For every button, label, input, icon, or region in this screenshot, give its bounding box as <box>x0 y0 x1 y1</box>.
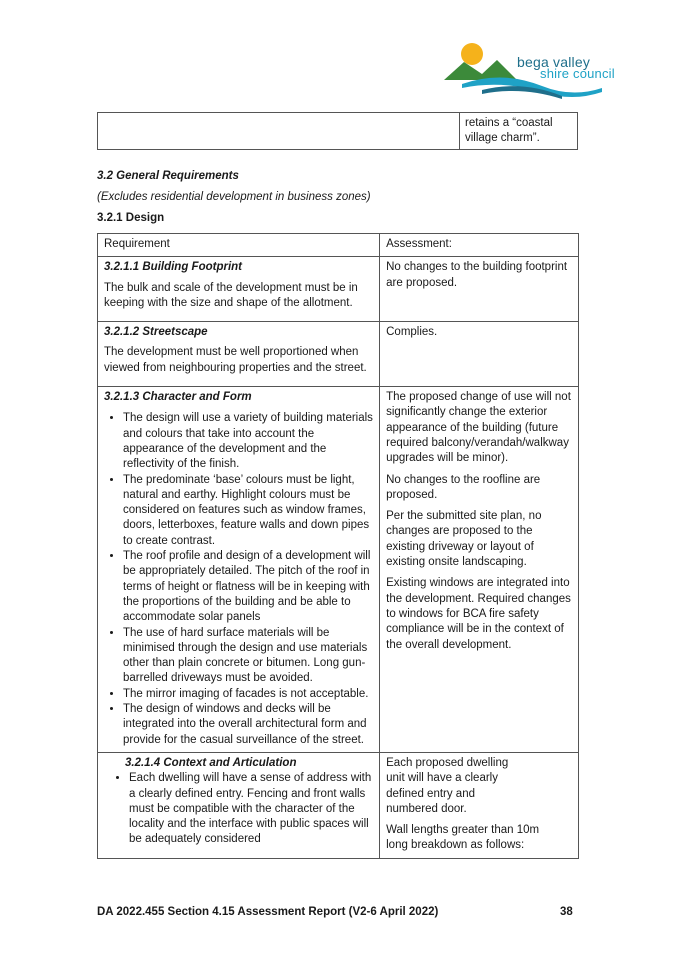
design-requirements-table <box>97 233 579 859</box>
list-item: • The design will use a variety of building materials and colours that take into account the appearance of the development and the reflectivity of the finish. <box>123 411 373 472</box>
previous-table-cell: retains a “coastal village charm”. <box>459 113 580 149</box>
previous-table-fragment <box>97 112 578 150</box>
list-item: • The use of hard surface materials will be minimised through the design and use materials other than plain concrete or bitumen. Long gun-barrelled driveways must be avoided. <box>123 626 373 687</box>
subsection-title: 3.2.1 Design <box>97 212 165 224</box>
list-item: • The predominate ‘base’ colours must be light, natural and earthy. Highlight colours must be considered on features such as window frames, doors, letterboxes, feature walls and down pipes to create contrast. <box>123 473 373 549</box>
table-header-row <box>98 234 579 257</box>
requirement-list <box>104 411 373 748</box>
header-assessment: Assessment: <box>380 234 579 257</box>
header-requirement: Requirement <box>98 234 380 257</box>
page-number: 38 <box>560 906 573 918</box>
row-assessment: Per the submitted site plan, no changes are proposed to the existing driveway or layout of existing onsite landscaping. <box>386 510 542 569</box>
row-heading: 3.2.1.3 Character and Form <box>104 391 252 404</box>
row-heading: 3.2.1.2 Streetscape <box>104 326 208 339</box>
list-item: • Each dwelling will have a sense of address with a clearly defined entry. Fencing and front walls must be compatible with the character of the locality and the interface with public spaces will be adequately considered <box>129 771 373 847</box>
table-row <box>98 752 579 858</box>
logo-text-line2: shire council <box>540 66 615 81</box>
requirement-list <box>104 771 373 847</box>
row-requirement: The development must be well proportioned when viewed from neighbouring properties and the street. <box>104 346 367 374</box>
row-heading: 3.2.1.1 Building Footprint <box>104 261 242 274</box>
row-assessment: The proposed change of use will not significantly change the exterior appearance of the building (future required balcony/verandah/walkway upgrades will be minor). <box>386 391 571 465</box>
list-item: • The design of windows and decks will be integrated into the overall architectural form and provide for the casual surveillance of the street. <box>123 702 373 748</box>
row-assessment: No changes to the roofline are proposed. <box>386 473 541 501</box>
row-requirement: The bulk and scale of the development must be in keeping with the size and shape of the allotment. <box>104 281 358 309</box>
table-row <box>98 387 579 753</box>
row-heading: 3.2.1.4 Context and Articulation <box>125 756 297 769</box>
row-assessment: Complies. <box>386 326 438 339</box>
row-assessment: Existing windows are integrated into the development. Required changes to windows for BCA fire safety compliance will be in the context of the overall development. <box>386 577 571 651</box>
table-row <box>98 257 579 322</box>
footer-report-title: DA 2022.455 Section 4.15 Assessment Report (V2-6 April 2022) <box>97 906 439 918</box>
row-assessment: Wall lengths greater than 10m long breakdown as follows: <box>386 824 540 852</box>
list-item: • The mirror imaging of facades is not acceptable. <box>123 687 373 702</box>
list-item: • The roof profile and design of a development will be appropriately detailed. The pitch of the roof in terms of height or flatness will be in keeping with the proportions of the building and be able to accommodate solar panels <box>123 549 373 625</box>
section-title: 3.2 General Requirements <box>97 170 239 182</box>
table-row <box>98 322 579 387</box>
section-exclusion-note: (Excludes residential development in business zones) <box>97 191 371 203</box>
row-assessment: Each proposed dwelling unit will have a clearly defined entry and numbered door. <box>386 756 509 815</box>
logo-text-line1: bega valley <box>517 54 591 70</box>
row-assessment: No changes to the building footprint are proposed. <box>386 261 568 289</box>
